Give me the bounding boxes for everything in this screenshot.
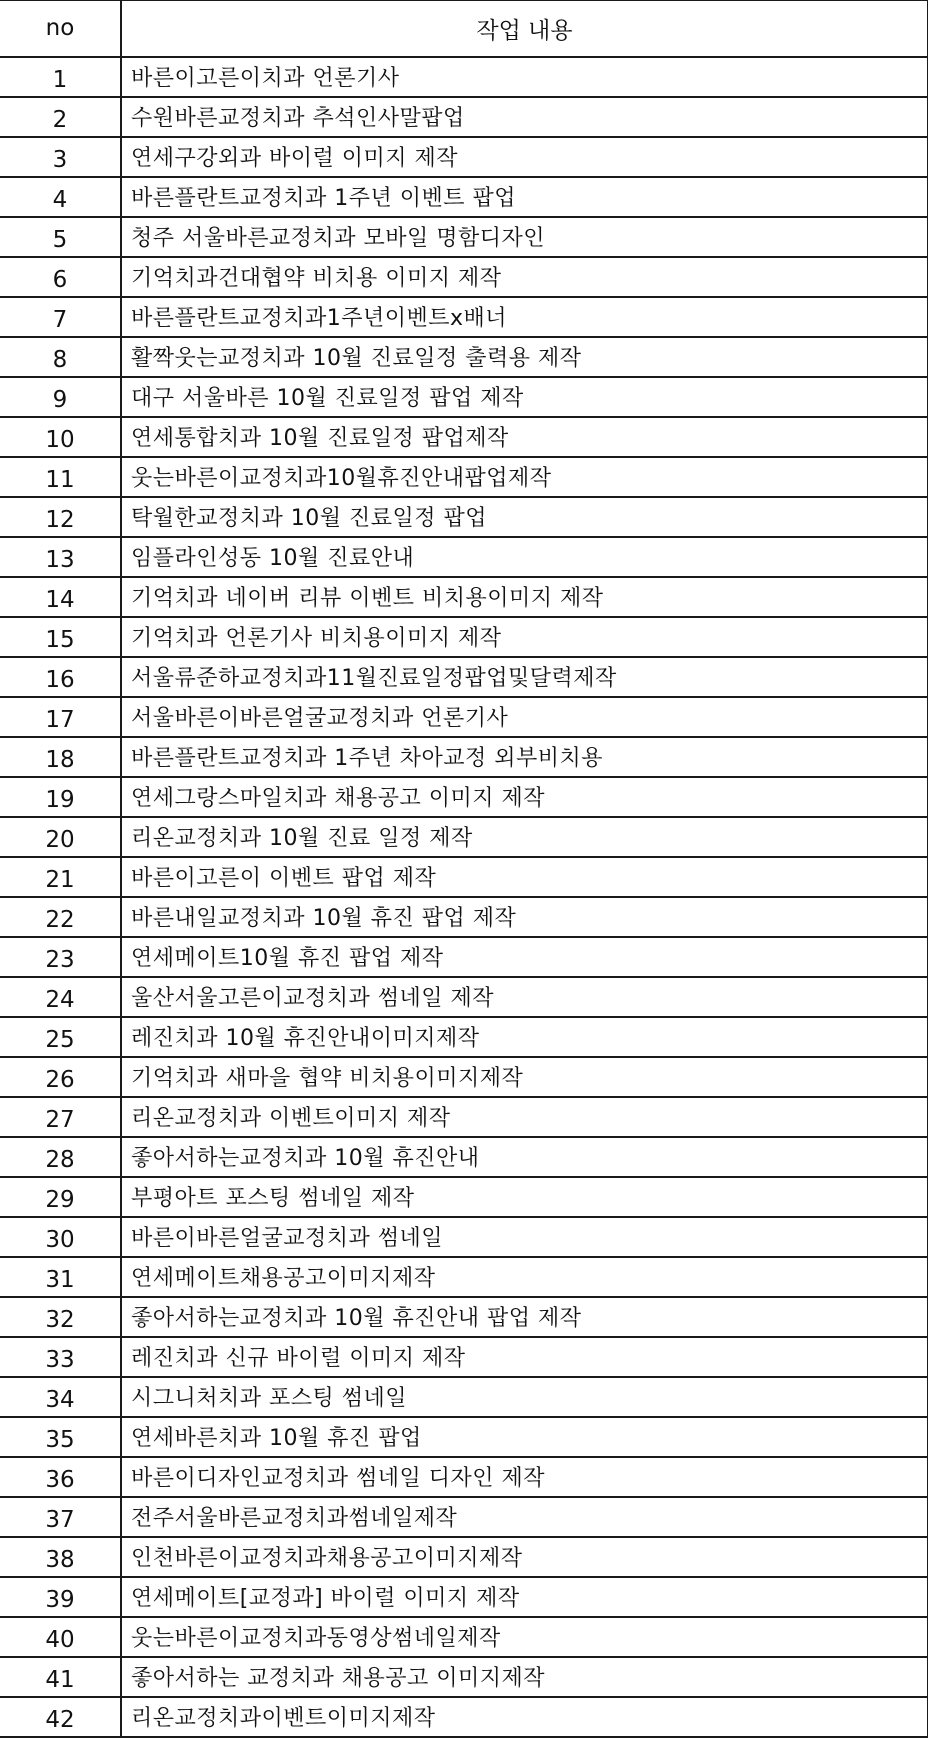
row-task: 연세통합치과 10월 진료일정 팝업제작: [121, 417, 928, 457]
row-number: 31: [0, 1257, 121, 1297]
row-task: 기억치과 네이버 리뷰 이벤트 비치용이미지 제작: [121, 577, 928, 617]
row-task: 바른플란트교정치과 1주년 이벤트 팝업: [121, 177, 928, 217]
row-number: 19: [0, 777, 121, 817]
row-task: 바른이바른얼굴교정치과 썸네일: [121, 1217, 928, 1257]
row-task: 좋아서하는교정치과 10월 휴진안내 팝업 제작: [121, 1297, 928, 1337]
row-number: 1: [0, 57, 121, 97]
row-task: 리온교정치과이벤트이미지제작: [121, 1697, 928, 1737]
row-number: 29: [0, 1177, 121, 1217]
row-number: 4: [0, 177, 121, 217]
row-task: 좋아서하는교정치과 10월 휴진안내: [121, 1137, 928, 1177]
row-number: 30: [0, 1217, 121, 1257]
row-task: 임플라인성동 10월 진료안내: [121, 537, 928, 577]
row-task: 시그니처치과 포스팅 썸네일: [121, 1377, 928, 1417]
table-row: [0, 897, 928, 937]
table-row: [0, 1217, 928, 1257]
row-task: 서울류준하교정치과11월진료일정팝업및달력제작: [121, 657, 928, 697]
table-row: [0, 1417, 928, 1457]
row-number: 3: [0, 137, 121, 177]
row-task: 부평아트 포스팅 썸네일 제작: [121, 1177, 928, 1217]
row-task: 인천바른이교정치과채용공고이미지제작: [121, 1537, 928, 1577]
table-row: [0, 1457, 928, 1497]
table-row: [0, 57, 928, 97]
row-task: 리온교정치과 이벤트이미지 제작: [121, 1097, 928, 1137]
table-row: [0, 417, 928, 457]
row-number: 12: [0, 497, 121, 537]
row-task: 울산서울고른이교정치과 썸네일 제작: [121, 977, 928, 1017]
table-row: [0, 537, 928, 577]
row-number: 18: [0, 737, 121, 777]
row-task: 바른이디자인교정치과 썸네일 디자인 제작: [121, 1457, 928, 1497]
row-number: 22: [0, 897, 121, 937]
row-number: 42: [0, 1697, 121, 1737]
table-row: [0, 1057, 928, 1097]
table-row: [0, 857, 928, 897]
row-task: 서울바른이바른얼굴교정치과 언론기사: [121, 697, 928, 737]
table-row: [0, 1257, 928, 1297]
row-task: 활짝웃는교정치과 10월 진료일정 출력용 제작: [121, 337, 928, 377]
row-task: 레진치과 신규 바이럴 이미지 제작: [121, 1337, 928, 1377]
table-row: [0, 1017, 928, 1057]
row-number: 32: [0, 1297, 121, 1337]
row-number: 9: [0, 377, 121, 417]
row-task: 기억치과 언론기사 비치용이미지 제작: [121, 617, 928, 657]
table-row: [0, 137, 928, 177]
row-task: 기억치과 새마을 협약 비치용이미지제작: [121, 1057, 928, 1097]
header-no: no: [0, 1, 121, 57]
row-number: 16: [0, 657, 121, 697]
row-number: 35: [0, 1417, 121, 1457]
row-number: 41: [0, 1657, 121, 1697]
table-row: [0, 377, 928, 417]
row-number: 26: [0, 1057, 121, 1097]
row-number: 21: [0, 857, 121, 897]
row-number: 27: [0, 1097, 121, 1137]
table-row: [0, 1497, 928, 1537]
table-row: [0, 1657, 928, 1697]
table-row: [0, 257, 928, 297]
row-number: 17: [0, 697, 121, 737]
row-task: 연세구강외과 바이럴 이미지 제작: [121, 137, 928, 177]
work-list-body: [0, 57, 928, 1737]
table-row: [0, 97, 928, 137]
row-number: 10: [0, 417, 121, 457]
row-task: 바른플란트교정치과 1주년 차아교정 외부비치용: [121, 737, 928, 777]
row-task: 청주 서울바른교정치과 모바일 명함디자인: [121, 217, 928, 257]
row-number: 13: [0, 537, 121, 577]
table-row: [0, 817, 928, 857]
row-number: 37: [0, 1497, 121, 1537]
table-row: [0, 1337, 928, 1377]
row-number: 2: [0, 97, 121, 137]
row-task: 연세그랑스마일치과 채용공고 이미지 제작: [121, 777, 928, 817]
table-row: [0, 1137, 928, 1177]
table-row: [0, 697, 928, 737]
row-number: 8: [0, 337, 121, 377]
row-number: 14: [0, 577, 121, 617]
table-row: [0, 737, 928, 777]
table-row: [0, 657, 928, 697]
row-task: 대구 서울바른 10월 진료일정 팝업 제작: [121, 377, 928, 417]
row-number: 11: [0, 457, 121, 497]
row-task: 웃는바른이교정치과동영상썸네일제작: [121, 1617, 928, 1657]
table-row: [0, 937, 928, 977]
header-task: 작업 내용: [121, 1, 928, 57]
table-row: [0, 1537, 928, 1577]
table-row: [0, 617, 928, 657]
table-row: [0, 457, 928, 497]
row-number: 7: [0, 297, 121, 337]
row-number: 5: [0, 217, 121, 257]
row-task: 웃는바른이교정치과10월휴진안내팝업제작: [121, 457, 928, 497]
row-number: 15: [0, 617, 121, 657]
row-number: 40: [0, 1617, 121, 1657]
row-number: 24: [0, 977, 121, 1017]
row-task: 연세메이트채용공고이미지제작: [121, 1257, 928, 1297]
table-row: [0, 1577, 928, 1617]
row-number: 25: [0, 1017, 121, 1057]
table-row: [0, 177, 928, 217]
row-number: 23: [0, 937, 121, 977]
row-number: 6: [0, 257, 121, 297]
row-number: 39: [0, 1577, 121, 1617]
row-task: 바른이고른이치과 언론기사: [121, 57, 928, 97]
row-number: 28: [0, 1137, 121, 1177]
row-number: 34: [0, 1377, 121, 1417]
table-row: [0, 977, 928, 1017]
row-number: 33: [0, 1337, 121, 1377]
row-task: 수원바른교정치과 추석인사말팝업: [121, 97, 928, 137]
row-task: 좋아서하는 교정치과 채용공고 이미지제작: [121, 1657, 928, 1697]
row-task: 리온교정치과 10월 진료 일정 제작: [121, 817, 928, 857]
table-row: [0, 1617, 928, 1657]
header-row: [0, 1, 928, 57]
table-row: [0, 1377, 928, 1417]
row-number: 36: [0, 1457, 121, 1497]
table-row: [0, 217, 928, 257]
table-row: [0, 577, 928, 617]
table-row: [0, 297, 928, 337]
table-row: [0, 337, 928, 377]
table-row: [0, 1097, 928, 1137]
row-task: 연세메이트[교정과] 바이럴 이미지 제작: [121, 1577, 928, 1617]
row-task: 기억치과건대협약 비치용 이미지 제작: [121, 257, 928, 297]
row-task: 연세바른치과 10월 휴진 팝업: [121, 1417, 928, 1457]
row-task: 연세메이트10월 휴진 팝업 제작: [121, 937, 928, 977]
row-task: 바른플란트교정치과1주년이벤트x배너: [121, 297, 928, 337]
table-row: [0, 1697, 928, 1737]
table-row: [0, 777, 928, 817]
row-task: 탁월한교정치과 10월 진료일정 팝업: [121, 497, 928, 537]
row-task: 전주서울바른교정치과썸네일제작: [121, 1497, 928, 1537]
table-row: [0, 1177, 928, 1217]
table-row: [0, 497, 928, 537]
row-task: 바른내일교정치과 10월 휴진 팝업 제작: [121, 897, 928, 937]
row-task: 바른이고른이 이벤트 팝업 제작: [121, 857, 928, 897]
row-task: 레진치과 10월 휴진안내이미지제작: [121, 1017, 928, 1057]
table-row: [0, 1297, 928, 1337]
row-number: 38: [0, 1537, 121, 1577]
row-number: 20: [0, 817, 121, 857]
